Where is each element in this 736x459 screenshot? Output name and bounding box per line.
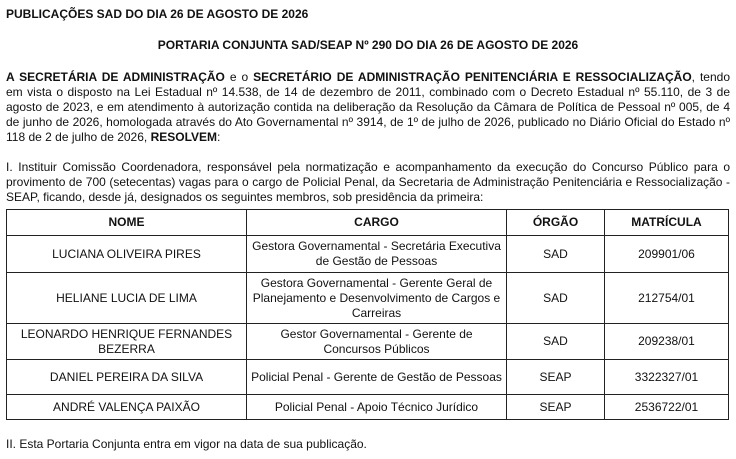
resolvem-word: RESOLVEM	[150, 130, 218, 144]
cell-matricula: 209238/01	[605, 324, 729, 360]
cell-cargo: Gestora Governamental - Gerente Geral de Planejamento e Desenvolvimento de Cargos e Carreiras	[247, 273, 507, 324]
cell-orgao: SAD	[507, 324, 605, 360]
article-2: II. Esta Portaria Conjunta entra em vigor na data de sua publicação.	[6, 437, 367, 451]
header-orgao: ÓRGÃO	[507, 210, 605, 236]
cell-nome: HELIANE LUCIA DE LIMA	[7, 273, 247, 324]
cell-matricula: 3322327/01	[605, 360, 729, 395]
cell-matricula: 212754/01	[605, 273, 729, 324]
table-row	[7, 273, 729, 324]
cell-matricula: 209901/06	[605, 236, 729, 273]
table-row	[7, 395, 729, 420]
table-header-row	[7, 210, 729, 236]
header-cargo: CARGO	[247, 210, 507, 236]
cell-cargo: Gestor Governamental - Gerente de Concursos Públicos	[247, 324, 507, 360]
cell-cargo: Policial Penal - Apoio Técnico Jurídico	[247, 395, 507, 420]
header-matricula: MATRÍCULA	[605, 210, 729, 236]
cell-orgao: SAD	[507, 273, 605, 324]
cell-nome: LEONARDO HENRIQUE FERNANDES BEZERRA	[7, 324, 247, 360]
cell-orgao: SEAP	[507, 395, 605, 420]
members-table	[6, 209, 729, 420]
article-1: I. Instituir Comissão Coordenadora, responsável pela normatização e acompanhamento da execução do Concurso Público para o provimento de 700 (setecentas) vagas para o cargo de Policial Penal, da Secretaria de Administração Penitenciária e Ressocialização - SEAP, ficando, desde já, designados os seguintes membros, sob presidência da primeira:	[6, 160, 730, 204]
cell-matricula: 2536722/01	[605, 395, 729, 420]
header-nome: NOME	[7, 210, 247, 236]
cell-orgao: SAD	[507, 236, 605, 273]
intro-conjunction: e o	[224, 70, 254, 84]
portaria-title: PORTARIA CONJUNTA SAD/SEAP Nº 290 DO DIA 26 DE AGOSTO DE 2026	[157, 38, 579, 52]
cell-orgao: SEAP	[507, 360, 605, 395]
secretaria-name: A SECRETÁRIA DE ADMINISTRAÇÃO	[6, 70, 225, 84]
secretario-name: SECRETÁRIO DE ADMINISTRAÇÃO PENITENCIÁRIA E RESSOCIALIZAÇÃO	[253, 70, 692, 84]
intro-colon: :	[217, 130, 221, 144]
cell-cargo: Gestora Governamental - Secretária Executiva de Gestão de Pessoas	[247, 236, 507, 273]
cell-nome: DANIEL PEREIRA DA SILVA	[7, 360, 247, 395]
cell-nome: LUCIANA OLIVEIRA PIRES	[7, 236, 247, 273]
cell-cargo: Policial Penal - Gerente de Gestão de Pessoas	[247, 360, 507, 395]
publication-header: PUBLICAÇÕES SAD DO DIA 26 DE AGOSTO DE 2026	[6, 7, 309, 21]
table-row	[7, 360, 729, 395]
table-row	[7, 236, 729, 273]
intro-body: , tendo em vista o disposto na Lei Estadual nº 14.538, de 14 de dezembro de 2011, combinado com o Decreto Estadual nº 55.110, de 3 de agosto de 2023, e em atendimento à autorização contida na deliberação da Resolução da Câmara de Política de Pessoal nº 005, de 4 de junho de 2026, homologada através do Ato Governamental nº 3914, de 1º de julho de 2026, publicado no Diário Oficial do Estado nº 118 de 2 de julho de 2026,	[6, 70, 730, 144]
table-row	[7, 324, 729, 360]
intro-paragraph	[6, 70, 730, 145]
cell-nome: ANDRÉ VALENÇA PAIXÃO	[7, 395, 247, 420]
